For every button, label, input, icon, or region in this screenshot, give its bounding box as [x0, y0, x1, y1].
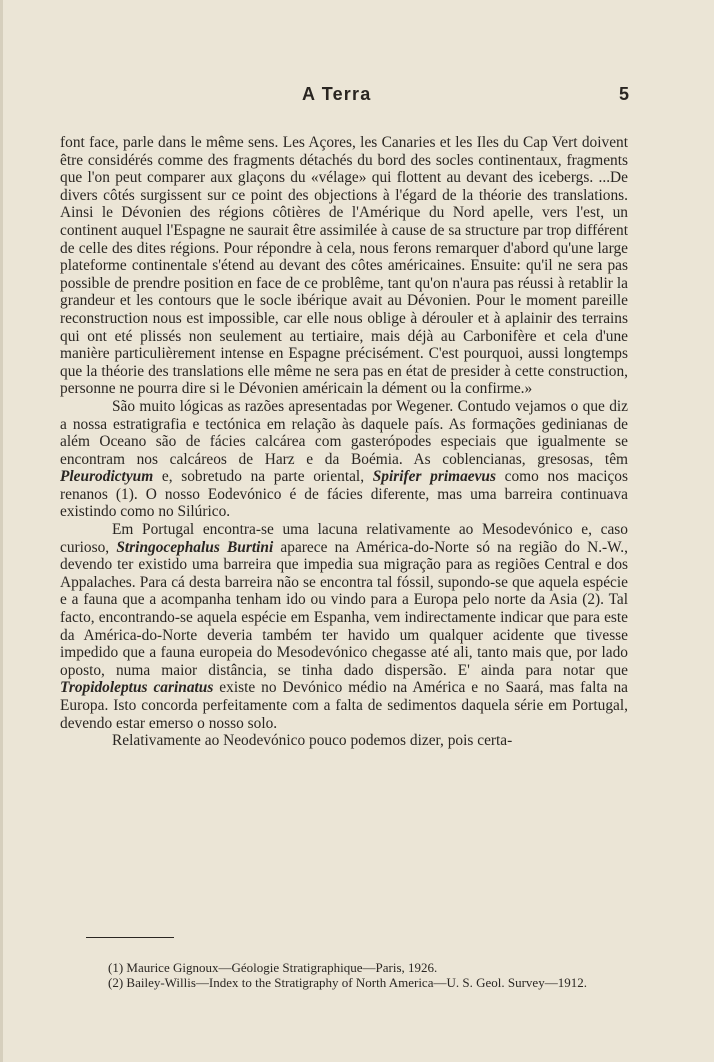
paragraph-neodevonico: Relativamente ao Neodevónico pouco podemos dizer, pois certa- — [112, 732, 513, 750]
body-text — [60, 134, 628, 750]
page-gutter — [0, 0, 3, 1062]
footnote-1: (1) Maurice Gignoux—Géologie Stratigraphique—Paris, 1926. — [108, 960, 438, 975]
footnotes — [60, 960, 626, 990]
page-number: 5 — [619, 84, 630, 104]
paragraph-wegener — [60, 398, 628, 521]
taxon-name: Tropidoleptus carinatus — [60, 679, 214, 697]
page-header — [0, 84, 714, 108]
paragraph-quote-end: font face, parle dans le même sens. Les Açores, les Canaries et les Iles du Cap Vert doivent être considérés comme des fragments détachés du bord des socles continentaux, fragments que l'on peut comparer aux glaçons du «vélage» qui flottent au devant des icebergs. ...De divers côtés surgissent sur ce point des objections à l'égard de la théorie des translations. Ainsi le Dévonien des régions côtières de l'Amérique du Nord apelle, vers l'est, un continent auquel l'Espagne ne saurait être assimilée à cause de sa structure par trop différent de celle des dites régions. Pour répondre à cela, nous ferons remarquer d'abord qu'une large plateforme continentale s'étend au devant des côtes américaines. Ensuite: qu'il ne sera pas possible de prendre position en face de ce problême, tant qu'on n'aura pas réussi à retablir la grandeur et les contours que le socle ibérique avait au Dévonien. Pour le moment pareille reconstruction nous est impossible, car elle nous oblige à dérouler et à aplainir des terrains qui ont eté plissés non seulement au tertiaire, mais déjà au Carbonifère et cela d'une manière particulièrement intense en Espagne précisément. C'est pourquoi, aussi longtemps que la théorie des translations elle même ne sera pas en état de presider à cette construction, personne ne pourra dire si le Dévonien américain la dément ou la confirme.» — [60, 134, 628, 398]
taxon-name: Stringocephalus Burtini — [116, 538, 274, 556]
footnote-2: (2) Bailey-Willis—Index to the Stratigraphy of North America—U. S. Geol. Survey—1912. — [108, 975, 587, 990]
text-run: aparece na América-do-Norte só na região do N.-W., devendo ter existido uma barreira que impedia sua migração para as regiões Central e dos Appalaches. Para cá desta barreira não se encontra tal fóssil, supondo-se que aquela espécie e a fauna que a acompanha tenham ido ou vindo para a Europa pelo norte da Asia (2). Tal facto, encontrando-se aquela espécie em Espanha, vem indirectamente indicar que para este da América-do-Norte deveria também ter havido um qualquer acidente que tivesse impedido que a fauna europeia do Mesodevónico chegasse até ali, tanto mais que, por lado oposto, numa maior distância, se tinha dado dispersão. E' ainda para notar que — [60, 538, 628, 679]
text-run: como nos maciços renanos (1). O nosso Eodevónico é de fácies diferente, mas uma barreira continuava existindo como no Silúrico. — [60, 468, 628, 521]
text-run: existe no Devónico médio na América e no Saará, mas falta na Europa. Isto concorda perfeitamente com a falta de sedimentos daquela série em Portugal, devendo estar emerso o nosso solo. — [60, 679, 628, 732]
taxon-name: Spirifer primaevus — [372, 468, 496, 486]
running-title: A Terra — [302, 84, 372, 104]
text-run: e, sobretudo na parte oriental, — [153, 468, 373, 486]
taxon-name: Pleurodictyum — [60, 468, 154, 486]
text-run: Em Portugal encontra-se uma lacuna relativamente ao Mesodevónico e, caso curioso, — [60, 521, 628, 556]
paragraph-mesodevonico — [60, 521, 628, 732]
text-run: São muito lógicas as razões apresentadas por Wegener. Contudo vejamos o que diz a nossa estratigrafia e tectónica em relação às daquele país. As formações gedinianas de além Oceano são de fácies calcárea com gasterópodes especiais que igualmente se encontram nos calcáreos de Harz e da Boémia. As coblencianas, gresosas, têm — [60, 397, 628, 468]
footnote-divider — [86, 937, 174, 938]
